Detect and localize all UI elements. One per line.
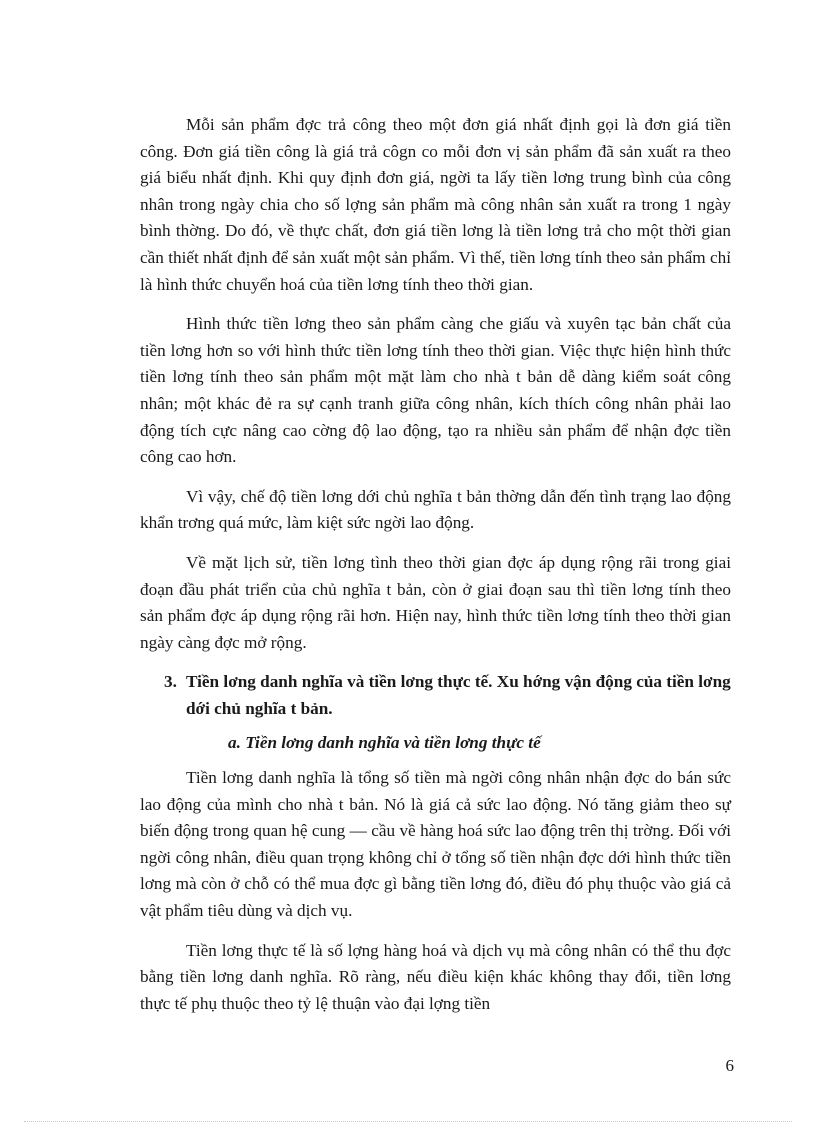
paragraph-piece-wage-concealment: Hình thức tiền lơng theo sản phẩm càng che giấu và xuyên tạc bản chất của tiền lơng hơn so với hình thức tiền lơng tính theo thời gian. Việc thực hiện hình thức tiền lơng tính theo sản phẩm một mặt làm cho nhà t bản dễ dàng kiểm soát công nhân; một khác đẻ ra sự cạnh tranh giữa công nhân, kích thích công nhân phải lao động tích cực nâng cao cờng độ lao động, tạo ra nhiều sản phẩm để nhận đợc tiền công cao hơn.	[140, 314, 731, 467]
paragraph-wage-history: Về mặt lịch sử, tiền lơng tình theo thời gian đợc áp dụng rộng rãi trong giai đoạn đầu phát triển của chủ nghĩa t bản, còn ở giai đoạn sau thì tiền lơng tính theo sản phẩm đợc áp dụng rộng rãi hơn. Hiện nay, hình thức tiền lơng tính theo thời gian ngày càng đợc mở rộng.	[140, 552, 731, 652]
paragraph-piece-wage-unit-price: Mỗi sản phẩm đợc trả công theo một đơn giá nhất định gọi là đơn giá tiền công. Đơn giá tiền công là giá trả côgn co mỗi đơn vị sản phẩm đã sản xuất ra theo giá biểu nhất định. Khi quy định đơn giá, ngời ta lấy tiền lơng trung bình của công nhân trong ngày chia cho số lợng sản phẩm mà công nhân sản xuất ra trong 1 ngày bình thờng. Do đó, về thực chất, đơn giá tiền lơng là tiền lơng trả cho một thời gian cần thiết nhất định để sản xuất một sản phẩm. Vì thế, tiền lơng tính theo sản phẩm chỉ là hình thức chuyển hoá của tiền lơng tính theo thời gian.	[140, 115, 731, 294]
page-body	[140, 112, 731, 1030]
page-bottom-divider	[24, 1121, 792, 1122]
paragraph-wage-regime-consequence: Vì vậy, chế độ tiền lơng dới chủ nghĩa t bản thờng dẫn đến tình trạng lao động khẩn trơng quá mức, làm kiệt sức ngời lao động.	[140, 486, 731, 533]
section-heading-text: Tiền lơng danh nghĩa và tiền lơng thực tế. Xu hớng vận động của tiền lơng dới chủ nghĩa t bản.	[186, 672, 731, 718]
paragraph-nominal-wage: Tiền lơng danh nghĩa là tổng số tiền mà ngời công nhân nhận đợc do bán sức lao động của mình cho nhà t bản. Nó là giá cả sức lao động. Nó tăng giảm theo sự biến động trong quan hệ cung — cầu về hàng hoá sức lao động trên thị trờng. Đối với ngời công nhân, điều quan trọng không chỉ ở tổng số tiền nhận đợc dới hình thức tiền lơng mà còn ở chỗ có thể mua đợc gì bằng tiền lơng đó, điều đó phụ thuộc vào giá cả vật phẩm tiêu dùng và dịch vụ.	[140, 768, 731, 921]
section-heading	[140, 669, 731, 722]
paragraph-real-wage: Tiền lơng thực tế là số lợng hàng hoá và dịch vụ mà công nhân có thể thu đợc bằng tiền lơng danh nghĩa. Rõ ràng, nếu điều kiện khác không thay đổi, tiền lơng thực tế phụ thuộc theo tỷ lệ thuận vào đại lợng tiền	[140, 940, 731, 1013]
page-number: 6	[725, 1056, 734, 1075]
section-heading-number: 3.	[164, 672, 177, 692]
subsection-heading: a. Tiền lơng danh nghĩa và tiền lơng thực tế	[228, 733, 541, 753]
